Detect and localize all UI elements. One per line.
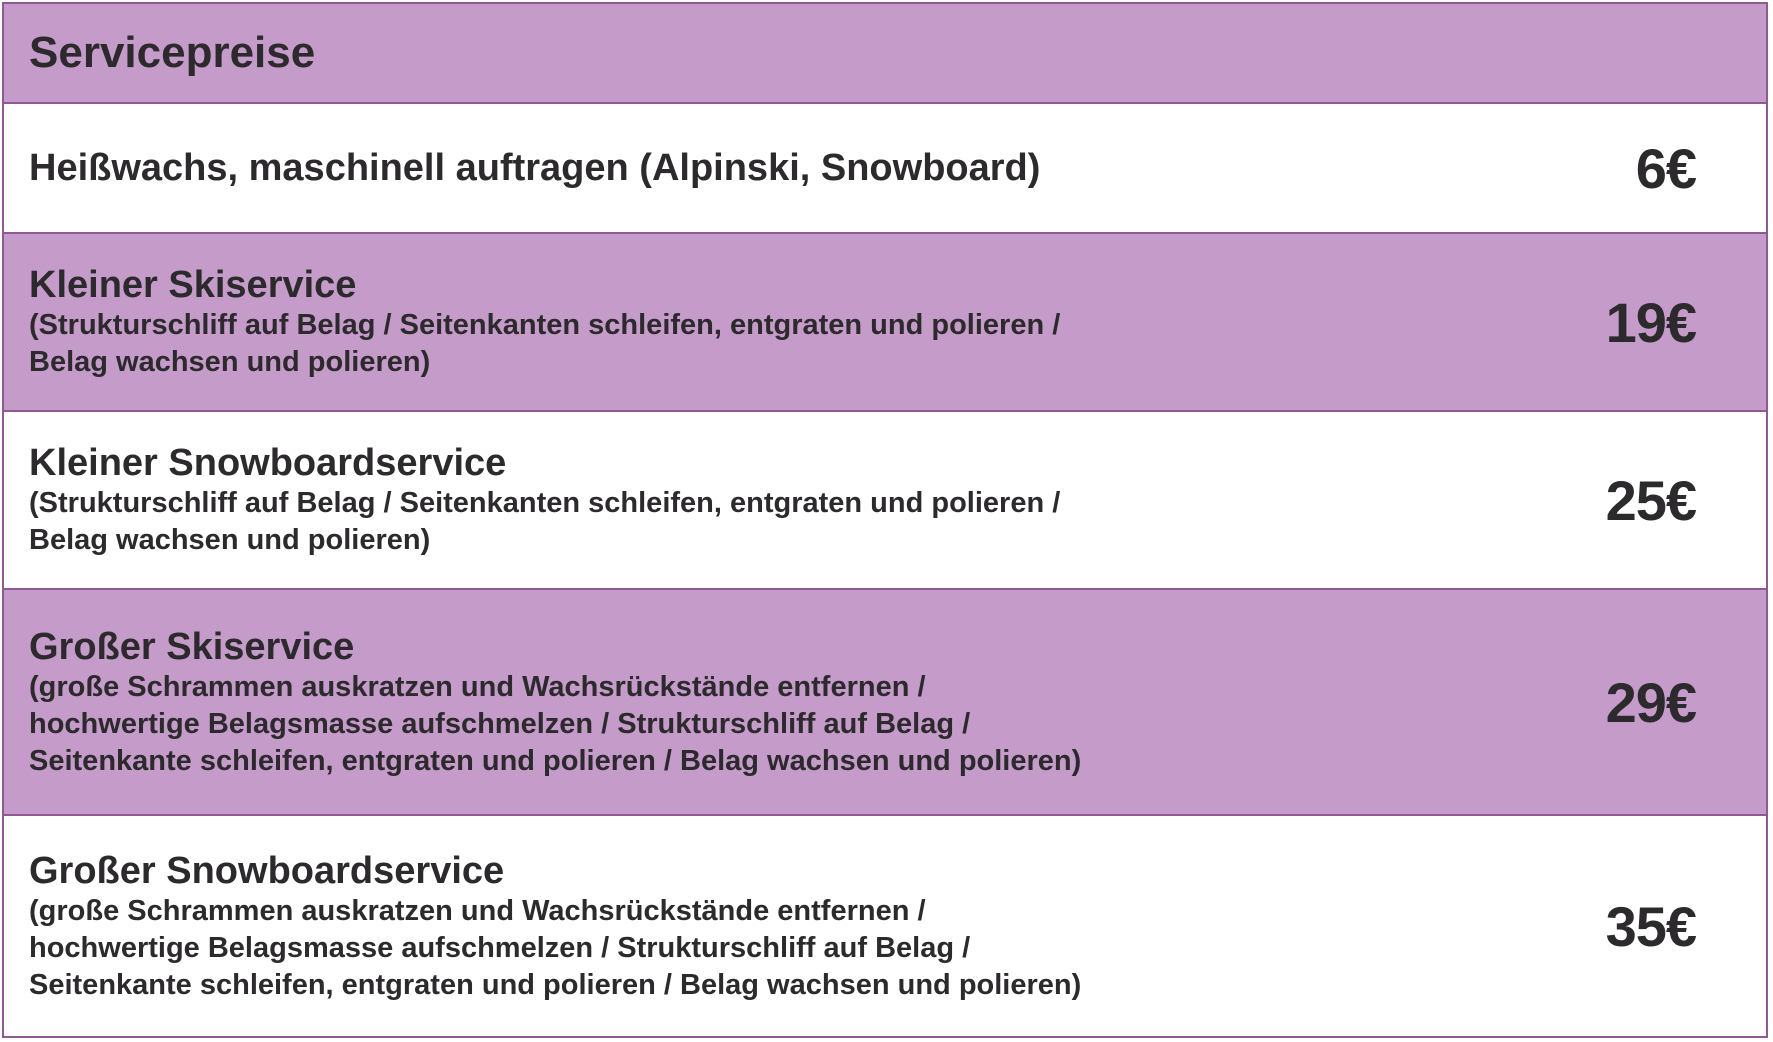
service-price: 6€ [1635,136,1696,200]
service-detail-line: (große Schrammen auskratzen und Wachsrückstände entfernen / [29,894,926,927]
service-detail-line: (große Schrammen auskratzen und Wachsrückstände entfernen / [29,670,926,703]
service-detail-line: hochwertige Belagsmasse aufschmelzen / Strukturschliff auf Belag / [29,931,971,964]
service-row-small-ski [4,234,1766,412]
service-description [29,146,1536,190]
service-title: Großer Skiservice [29,625,355,668]
service-detail-line: (Strukturschliff auf Belag / Seitenkanten schleifen, entgraten und polieren / [29,487,1061,519]
service-price: 25€ [1605,468,1696,532]
service-detail-line: hochwertige Belagsmasse aufschmelzen / Strukturschliff auf Belag / [29,707,971,740]
service-price: 19€ [1605,290,1696,354]
service-row-large-ski [4,590,1766,816]
service-price: 35€ [1605,894,1696,958]
service-description [29,263,1536,381]
table-title: Servicepreise [29,28,316,77]
service-title: Großer Snowboardservice [29,849,505,892]
service-title: Heißwachs, maschinell auftragen (Alpinski, Snowboard) [29,147,1041,189]
service-title: Kleiner Skiservice [29,264,357,306]
service-description [29,441,1536,559]
service-price: 29€ [1605,670,1696,734]
service-row-hot-wax [4,104,1766,234]
service-detail-line: (Strukturschliff auf Belag / Seitenkanten schleifen, entgraten und polieren / [29,309,1061,341]
service-detail-line: Seitenkante schleifen, entgraten und polieren / Belag wachsen und polieren) [29,744,1082,777]
service-row-small-snowboard [4,412,1766,590]
service-price-table [2,2,1768,1038]
service-detail-line: Belag wachsen und polieren) [29,524,431,556]
service-description [29,849,1536,1004]
service-row-large-snowboard [4,816,1766,1036]
service-description [29,625,1536,780]
service-detail-line: Belag wachsen und polieren) [29,346,431,378]
service-title: Kleiner Snowboardservice [29,442,507,484]
table-header [4,4,1766,104]
service-detail-line: Seitenkante schleifen, entgraten und polieren / Belag wachsen und polieren) [29,968,1082,1001]
